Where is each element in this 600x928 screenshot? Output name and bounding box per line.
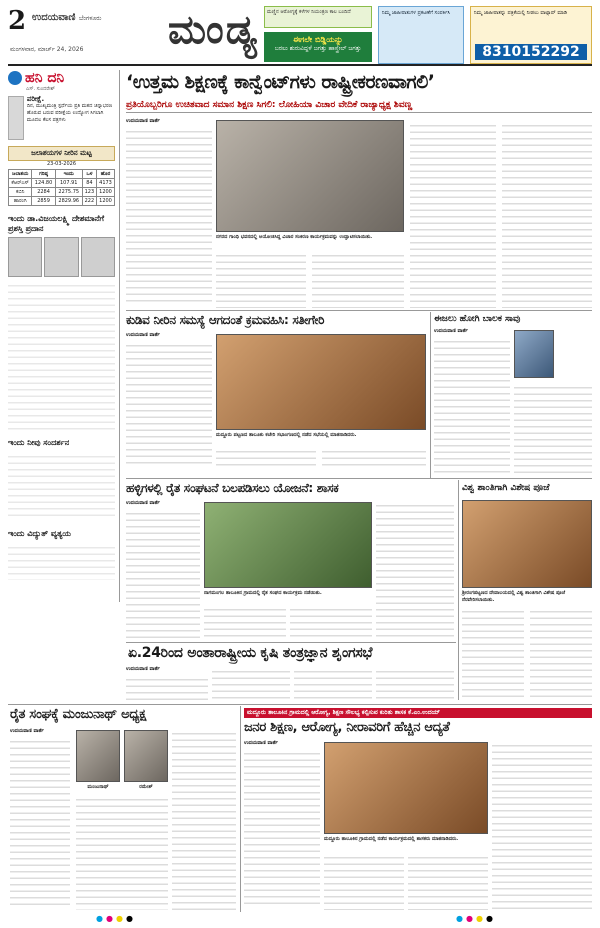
hani-dani-title: ಹನಿ ದನಿ <box>25 70 65 86</box>
lead-photo <box>216 120 404 232</box>
advertisement-4-text: ನಿಮ್ಮ ಜಾಹೀರಾತನ್ನು ಪತ್ರಿಕೆಯಲ್ಲಿ ನೀಡಲು ವಾಟ್ಸಾಪ್ ಮಾಡಿ <box>474 10 567 16</box>
lead-subheadline: ಪ್ರತಿಯೊಬ್ಬರಿಗೂ ಉಚಿತವಾದ ಸಮಾನ ಶಿಕ್ಷಣ ಸಿಗಲಿ: ಲೋಹಿಯಾ ವಿಚಾರ ವೇದಿಕೆ ರಾಜ್ಯಾಧ್ಯಕ್ಷ ಶಿವಣ್ಣ <box>126 100 592 113</box>
district-title: ಮಂಡ್ಯ <box>168 6 259 53</box>
body-text <box>204 604 286 640</box>
divider <box>126 642 456 643</box>
advertisement-2-text: ಬರಲು ಶುರುವಿದ್ದಳೆ ಜಗತ್ತು ಹಾಸ್ತ್ರೇಲ್ ಜಗತ್ತು <box>274 45 362 52</box>
award-photos <box>8 237 115 277</box>
body-text <box>408 852 488 910</box>
hani-dani-brand <box>8 70 115 86</box>
body-text <box>216 446 316 470</box>
body-text <box>492 740 592 910</box>
body-text <box>10 736 70 908</box>
story4-text-col-1 <box>126 666 208 702</box>
table-header: ಜಲಾಶಯ <box>9 170 32 179</box>
peace-caption: ಶ್ರೀರಂಗಪಟ್ಟಣದ ದೇವಾಲಯದಲ್ಲಿ ವಿಶ್ವ ಶಾಂತಿಗಾಗಿ ವಿಶೇಷ ಪೂಜೆ ನೆರವೇರಿಸಲಾಯಿತು. <box>462 590 566 603</box>
body-text <box>126 508 200 638</box>
today-body <box>8 451 115 521</box>
story6-photo <box>324 742 488 834</box>
body-text <box>126 674 208 702</box>
body-text <box>312 250 404 308</box>
drowning-byline: ಉದಯವಾಣಿ ವಾರ್ತೆ <box>434 328 468 334</box>
body-text <box>76 794 168 910</box>
advertisement-2-title: ಈಗಲೇ ಬಿಡ್ಡಿಯನ್ನು <box>293 35 343 44</box>
story3-byline: ಉದಯವಾಣಿ ವಾರ್ತೆ <box>126 500 160 506</box>
table-cell: 84 <box>82 179 96 188</box>
body-text <box>212 666 290 702</box>
story6-kicker: ಮದ್ದೂರು ತಾಲೂಕಿನ ಗ್ರಾಮದಲ್ಲಿ ಆರೋಗ್ಯ, ಶಿಕ್ಷಣ ಸೌಲಭ್ಯ ಕಲ್ಪಿಸುವ ಕುರಿತು ಶಾಸಕ ಕೆ.ಎಂ.ಉದಯ್ <box>244 708 592 718</box>
table-cell: 2859 <box>32 197 55 206</box>
table-row <box>9 188 115 197</box>
power-cut-body <box>8 542 115 580</box>
exam-text: ದಿನ, ಮುಖ್ಯಮಂತ್ರಿ ಸ್ಪರ್ಧೆಯ ಪ್ರತಿ ಮತದ ಚಿನ್ನಾಭರಣ ಹೊರುವ ಬರುವ ಪರೀಕ್ಷೆಯ ಉದ್ಯೋಗ ಸಿಗಲಾಗಿ ಮೂದಲ ಕೆಲಸ ಪತ್ರಗಳು <box>26 103 113 123</box>
story2-byline: ಉದಯವಾಣಿ ವಾರ್ತೆ <box>126 332 160 338</box>
masthead <box>32 12 101 23</box>
registration-marks: ●●●● <box>456 914 496 923</box>
table-row <box>9 197 115 206</box>
story2-caption: ಮದ್ದೂರು ಪಟ್ಟಣದ ತಾಲೂಕು ಕಚೇರಿ ಸಭಾಂಗಣದಲ್ಲಿ ನಡೆದ ಸಭೆಯಲ್ಲಿ ಮಾತನಾಡಿದರು. <box>216 432 357 438</box>
power-cut-headline[interactable]: ಇಂದು ವಿದ್ಯುತ್ ವ್ಯತ್ಯಯ <box>8 529 71 538</box>
exam-title: ಪರೀಕ್ಷೆ. <box>26 95 45 103</box>
story2-text-col-1 <box>126 332 212 470</box>
table-cell: ಹಾರಂಗಿ <box>9 197 32 206</box>
table-cell: 4173 <box>97 179 115 188</box>
table-cell: 2284 <box>32 188 55 197</box>
portrait-photo <box>81 237 115 277</box>
body-text <box>434 336 510 474</box>
cartoon-image <box>8 96 24 140</box>
divider <box>126 310 592 311</box>
body-text <box>216 250 306 308</box>
registration-marks: ●●●● <box>96 914 136 923</box>
body-text <box>376 666 454 702</box>
story4-byline: ಉದಯವಾಣಿ ವಾರ್ತೆ <box>126 666 160 672</box>
page-header <box>8 6 592 66</box>
body-text <box>290 604 372 640</box>
table-cell: 2829.96 <box>55 197 82 206</box>
today-headline[interactable]: ಇಂದು ನೀವು ಸಂದರ್ಶನ <box>8 438 70 447</box>
body-text <box>294 666 372 702</box>
table-header: ಗರಿಷ್ಠ <box>32 170 55 179</box>
story3-photo <box>204 502 372 588</box>
body-text <box>126 340 212 468</box>
masthead-city: ಬೆಂಗಳೂರು <box>78 15 102 22</box>
table-header: ಹೊರ <box>97 170 115 179</box>
story6-headline[interactable]: ಜನರ ಶಿಕ್ಷಣ, ಆರೋಗ್ಯ, ನೀರಾವರಿಗೆ ಹೆಚ್ಚಿನ ಆದ್ಯತೆ <box>244 720 450 735</box>
divider <box>126 478 592 479</box>
portrait-ramesh <box>124 730 168 782</box>
peace-photo <box>462 500 592 588</box>
story5-byline: ಉದಯವಾಣಿ ವಾರ್ತೆ <box>10 728 44 734</box>
story2-photo <box>216 334 426 430</box>
story5-text-col-1 <box>10 728 70 910</box>
body-text <box>324 852 404 910</box>
body-text <box>376 500 454 640</box>
portrait-manjunath <box>76 730 120 782</box>
drowning-headline[interactable]: ಈಜಲು ಹೋಗಿ ಬಾಲಕ ಸಾವು <box>434 314 521 324</box>
page-number: 2 <box>8 6 27 36</box>
body-text <box>410 120 496 308</box>
body-text <box>514 382 592 476</box>
story5-headline[interactable]: ರೈತ ಸಂಘಕ್ಕೆ ಮಂಜುನಾಥ್ ಅಧ್ಯಕ್ಷ <box>10 707 146 722</box>
award-headline[interactable]: ಇಂದು ಡಾ.ವಿಜಯಲಕ್ಷ್ಮಿ ದೇಶಮಾನೆಗೆ ಪ್ರಶಸ್ತಿ ಪ್ರದಾನ <box>8 214 105 233</box>
story3-caption: ನಾಗಮಂಗಲ ತಾಲೂಕಿನ ಗ್ರಾಮದಲ್ಲಿ ರೈತ ಸಂಘದ ಕಾರ್ಯಕ್ರಮ ನಡೆಯಿತು. <box>204 590 322 596</box>
story3-text-col-1 <box>126 500 200 640</box>
story6-byline: ಉದಯವಾಣಿ ವಾರ್ತೆ <box>244 740 278 746</box>
table-cell: 2275.75 <box>55 188 82 197</box>
drowning-text <box>434 328 510 476</box>
lead-text-col-1 <box>126 118 212 308</box>
divider <box>458 480 459 700</box>
body-text <box>172 728 236 910</box>
table-cell: 1200 <box>97 197 115 206</box>
award-body <box>8 280 115 430</box>
divider <box>430 312 431 478</box>
divider <box>8 704 592 705</box>
advertisement-3[interactable]: ನಿಮ್ಮ ಜಾಹೀರಾತುಗಳ ಪ್ರಕಟಣೆಗೆ ಸಂಪರ್ಕಿಸಿ <box>378 6 464 64</box>
exam-poem <box>8 96 115 140</box>
left-column <box>8 70 120 602</box>
body-text <box>530 606 592 700</box>
table-cell: ಕಬಿನಿ <box>9 188 32 197</box>
table-cell: ಕೆಆರ್‌ಎಸ್ <box>9 179 32 188</box>
advertisement-4[interactable] <box>470 6 592 64</box>
portrait-name: ರಮೇಶ್ <box>139 784 153 790</box>
divider <box>240 706 241 912</box>
story6-text-col-1 <box>244 740 320 910</box>
body-text <box>502 120 592 308</box>
table-cell: 1200 <box>97 188 115 197</box>
story2-headline[interactable]: ಕುಡಿವ ನೀರಿನ ಸಮಸ್ಯೆ ಆಗದಂತೆ ಕ್ರಮವಹಿಸಿ: ಸತೀಗೇರಿ <box>126 313 325 327</box>
water-level-date: 23-03-2026 <box>46 161 77 167</box>
drop-icon <box>8 71 22 85</box>
table-cell: 123 <box>82 188 96 197</box>
lead-headline[interactable]: ‘ಉತ್ತಮ ಶಿಕ್ಷಣಕ್ಕೆ ಕಾನ್ವೆಂಟ್‌ಗಳು ರಾಷ್ಟ್ರೀಕರಣವಾಗಲಿ’ <box>126 71 435 93</box>
portrait-name: ಮಂಜುನಾಥ್ <box>87 784 109 790</box>
advertisement-phone: 8310152292 <box>475 44 587 60</box>
victim-photo <box>514 330 554 378</box>
water-level-title: ಜಲಾಶಯಗಳ ನೀರಿನ ಮಟ್ಟ <box>8 146 115 161</box>
advertisement-1[interactable]: ಮಣ್ಣಿನ ಆರೋಗ್ಯಕ್ಕೆ ಕಳೆಗಳ ನಿಯಂತ್ರಣ ಕಾಲ ಬಂದಿದೆ <box>264 6 372 28</box>
masthead-title: ಉದಯವಾಣಿ <box>32 12 76 23</box>
table-cell: 107.91 <box>55 179 82 188</box>
story3-headline[interactable]: ಹಳ್ಳಿಗಳಲ್ಲಿ ರೈತ ಸಂಘಟನೆ ಬಲಪಡಿಸಲು ಯೋಜನೆ: ಶಾಸಕ <box>126 481 339 495</box>
hani-dani-author: ಎಸ್. ಸುಂದರೇಶ್ <box>26 86 55 92</box>
table-cell: 124.80 <box>32 179 55 188</box>
lead-caption: ನಗರದ ಗಾಂಧಿ ಭವನದಲ್ಲಿ ಆಯೋಜಿಸಿದ್ದ ವಿಚಾರ ಸಂಕಿರಣ ಕಾರ್ಯಕ್ರಮವನ್ನು ಉದ್ಘಾಟಿಸಲಾಯಿತು. <box>216 234 373 240</box>
portrait-photo <box>8 237 42 277</box>
advertisement-2[interactable] <box>264 32 372 62</box>
dateline: ಮಂಗಳವಾರ, ಮಾರ್ಚ್ 24, 2026 <box>10 46 84 53</box>
lead-byline: ಉದಯವಾಣಿ ವಾರ್ತೆ <box>126 118 160 124</box>
portrait-photo <box>44 237 78 277</box>
story6-caption: ಮದ್ದೂರು ತಾಲೂಕಿನ ಗ್ರಾಮದಲ್ಲಿ ನಡೆದ ಕಾರ್ಯಕ್ರಮದಲ್ಲಿ ಶಾಸಕರು ಮಾತನಾಡಿದರು. <box>324 836 459 842</box>
peace-headline[interactable]: ವಿಶ್ವ ಶಾಂತಿಗಾಗಿ ವಿಶೇಷ ಪೂಜೆ <box>462 483 550 493</box>
table-row <box>9 179 115 188</box>
body-text <box>462 606 524 700</box>
table-header: ಒಳ <box>82 170 96 179</box>
body-text <box>244 748 320 908</box>
body-text <box>322 446 426 470</box>
body-text <box>126 126 212 306</box>
table-cell: 222 <box>82 197 96 206</box>
water-level-table <box>8 169 115 206</box>
table-header: ಇಂದು <box>55 170 82 179</box>
story4-headline[interactable]: ಏ.24ರಿಂದ ಅಂತಾರಾಷ್ಟ್ರೀಯ ಕೃಷಿ ತಂತ್ರಜ್ಞಾನ ಶೃಂಗಸಭೆ <box>128 645 373 661</box>
